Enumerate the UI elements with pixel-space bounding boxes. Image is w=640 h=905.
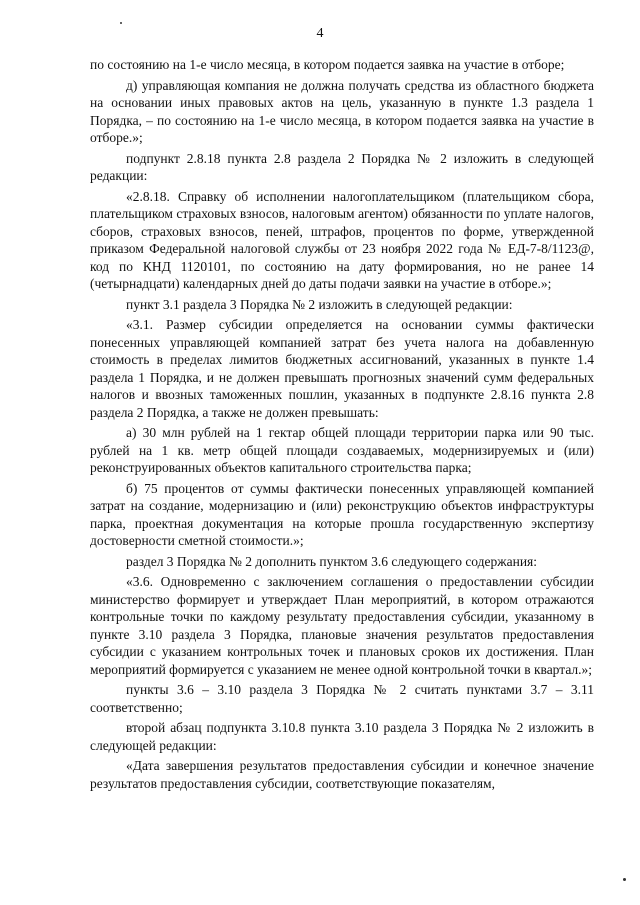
page-number: 4: [316, 26, 324, 41]
scan-speck: [623, 878, 626, 881]
paragraph: пункт 3.1 раздела 3 Порядка № 2 изложить в следующей редакции:: [126, 296, 513, 312]
paragraph: «2.8.18. Справку об исполнении налогоплательщиком (плательщиком сбора, плательщиком страховых взносов, налоговым агентом) обязанности по уплате налогов, сборов, страховых взносов, пеней, штрафов, процентов по форме, утвержденной приказом Федеральной налоговой службы от 23 ноября 2022 года № ЕД-7-8/1123@, код по КНД 1120101, по состоянию на дату формирования, но не ранее 14 (четырнадцати) календарных дней до даты подачи заявки на участие в отборе.»;: [90, 188, 594, 291]
paragraph: «3.1. Размер субсидии определяется на основании суммы фактически понесенных управляющей компанией затрат без учета налога на добавленную стоимость в пределах лимитов бюджетных ассигнований, указанных в пункте 1.4 раздела 1 Порядка, и не должен превышать прогнозных значений сумм федеральных налогов и ввозных таможенных пошлин, указанных в подпункте 2.8.16 пункта 2.8 раздела 2 Порядка, а также не должен превышать:: [90, 317, 594, 420]
paragraph: второй абзац подпункта 3.10.8 пункта 3.10 раздела 3 Порядка № 2 изложить в следующей редакции:: [90, 720, 594, 753]
paragraph: подпункт 2.8.18 пункта 2.8 раздела 2 Порядка № 2 изложить в следующей редакции:: [90, 150, 594, 183]
paragraph: по состоянию на 1-е число месяца, в котором подается заявка на участие в отборе;: [90, 57, 565, 72]
paragraph: пункты 3.6 – 3.10 раздела 3 Порядка № 2 считать пунктами 3.7 – 3.11 соответственно;: [90, 682, 594, 715]
paragraph: «Дата завершения результатов предоставления субсидии и конечное значение результатов предоставления субсидии, соответствующие показателям,: [90, 758, 594, 791]
scan-speck: [120, 22, 122, 24]
paragraph: д) управляющая компания не должна получать средства из областного бюджета на основании иных правовых актов на цель, указанную в пункте 1.3 раздела 1 Порядка, – по состоянию на 1-е число месяца, в котором подается заявка на участие в отборе.»;: [90, 77, 594, 145]
document-body: [90, 56, 594, 795]
paragraph: «3.6. Одновременно с заключением соглашения о предоставлении субсидии министерство формирует и утверждает План мероприятий, в котором отражаются контрольные точки по каждому результату предоставления субсидии, указанному в пункте 3.10 раздела 3 Порядка, плановые значения результатов предоставления субсидии с указанием контрольных точек и плановых сроков их достижения. План мероприятий формируется с указанием не менее одной контрольной точки в квартал.»;: [90, 574, 594, 677]
paragraph: б) 75 процентов от суммы фактически понесенных управляющей компанией затрат на создание, модернизацию и (или) реконструкцию объектов инфраструктуры парка, проектная документация на которые прошла государственную экспертизу достоверности сметной стоимости.»;: [90, 480, 594, 548]
paragraph: раздел 3 Порядка № 2 дополнить пунктом 3.6 следующего содержания:: [126, 553, 538, 569]
paragraph: а) 30 млн рублей на 1 гектар общей площади территории парка или 90 тыс. рублей на 1 кв. метр общей площади создаваемых, модернизируемых и (или) реконструированных объектов капитального строительства парка;: [90, 425, 594, 475]
